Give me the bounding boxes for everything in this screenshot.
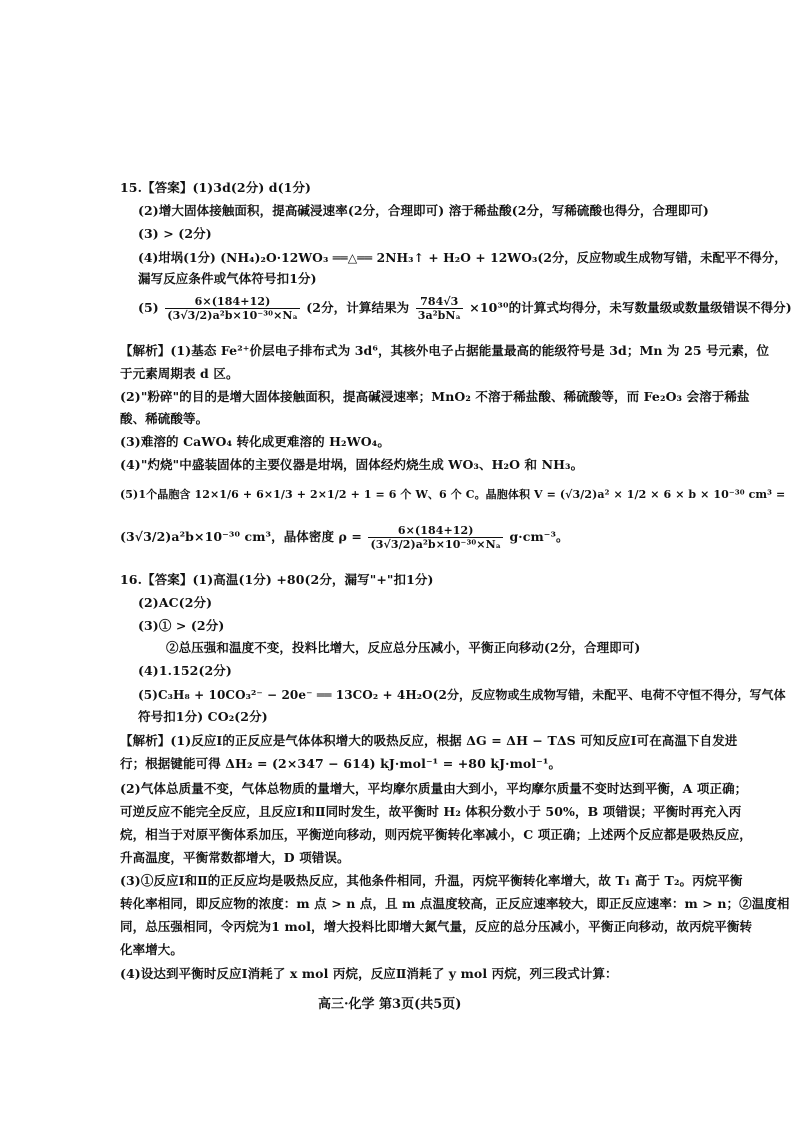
q15-answer-2: (2)增大固体接触面积，提高碱浸速率(2分，合理即可) 溶于稀盐酸(2分，写稀硫酸也得分，合理即可) [138,203,709,218]
q15-answer-5: 漏写反应条件或气体符号扣1分) [138,271,317,286]
q15-analysis-7: (5)1个晶胞含 12×1/6 + 6×1/3 + 2×1/2 + 1 = 6 个 W、6 个 C。晶胞体积 V = (√3/2)a² × 1/2 × 6 × b × 10⁻³⁰ cm³ = [120,488,786,501]
q16-answer-4: ②总压强和温度不变，投料比增大，反应总分压减小，平衡正向移动(2分，合理即可) [166,640,641,655]
q15-answer-4: (4)坩埚(1分) (NH₄)₂O·12WO₃ ══△══ 2NH₃↑ + H₂O + 12WO₃(2分，反应物或生成物写错，未配平不得分， [138,250,787,265]
q16-analysis-6: 升高温度，平衡常数都增大，D 项错误。 [120,850,350,865]
q16-analysis-3: (2)气体总质量不变，气体总物质的量增大，平均摩尔质量由大到小，平均摩尔质量不变时达到平衡，A 项正确； [120,781,748,796]
q15-answer-1: 15.【答案】(1)3d(2分) d(1分) [120,180,312,195]
page-footer: 高三·化学 第3页(共5页) [318,997,462,1012]
density-fraction [368,524,503,551]
q15-analysis-8 [120,524,569,551]
density-unit: g·cm⁻³。 [509,529,569,544]
fraction-numerator: 6×(184+12) [165,295,300,309]
fraction-numerator: 784√3 [416,295,463,309]
q15-part5-label: (5) [138,300,159,315]
fraction-denominator: 3a²bNₐ [417,309,461,322]
q15-answer-6 [138,295,792,322]
q15-analysis-6: (4)"灼烧"中盛装固体的主要仪器是坩埚，固体经灼烧生成 WO₃、H₂O 和 NH₃。 [120,457,584,472]
q16-answer-3: (3)① > (2分) [138,618,225,633]
q16-analysis-5: 烷，相当于对原平衡体系加压，平衡逆向移动，则丙烷平衡转化率减小，C 项正确；上述两个反应都是吸热反应， [120,827,752,842]
q16-answer-6: (5)C₃H₈ + 10CO₃²⁻ − 20e⁻ ══ 13CO₂ + 4H₂O(2分，反应物或生成物写错，未配平、电荷不守恒不得分，写气体 [138,688,786,702]
q16-analysis-10: 化率增大。 [120,942,184,957]
q15-analysis-5: (3)难溶的 CaWO₄ 转化成更难溶的 H₂WO₄。 [120,434,390,449]
fraction-numerator: 6×(184+12) [368,524,503,538]
q16-answer-1: 16.【答案】(1)高温(1分) +80(2分，漏写"+"扣1分) [120,572,434,587]
cell-volume-text: (3√3/2)a²b×10⁻³⁰ cm³，晶体密度 ρ = [120,529,362,544]
q15-analysis-1: 【解析】(1)基态 Fe²⁺价层电子排布式为 3d⁶，其核外电子占据能量最高的能级符号是 3d；Mn 为 25 号元素，位 [120,343,770,358]
q15-analysis-3: (2)"粉碎"的目的是增大固体接触面积，提高碱浸速率；MnO₂ 不溶于稀盐酸、稀硫酸等，而 Fe₂O₃ 会溶于稀盐 [120,389,750,404]
q16-analysis-11: (4)设达到平衡时反应Ⅰ消耗了 x mol 丙烷，反应Ⅱ消耗了 y mol 丙烷，列三段式计算： [120,966,618,981]
q16-answer-5: (4)1.152(2分) [138,663,232,678]
q16-analysis-8: 转化率相同，即反应物的浓度：m 点 > n 点，且 m 点温度较高，正反应速率较大，即正反应速率：m > n；②温度相 [120,896,790,911]
q15-analysis-4: 酸、稀硫酸等。 [120,411,209,426]
fraction-denominator: (3√3/2)a²b×10⁻³⁰×Nₐ [167,309,298,322]
density-fraction [165,295,300,322]
result-fraction [416,295,463,322]
q15-answer-3: (3) > (2分) [138,226,212,241]
q15-part5-tail: ×10³⁰的计算式均得分，未写数量级或数量级错误不得分) [469,300,792,315]
q16-analysis-7: (3)①反应Ⅰ和Ⅱ的正反应均是吸热反应，其他条件相同，升温，丙烷平衡转化率增大，故 T₁ 高于 T₂。丙烷平衡 [120,873,743,888]
q15-analysis-2: 于元素周期表 d 区。 [120,366,239,381]
q16-analysis-4: 可逆反应不能完全反应，且反应Ⅰ和Ⅱ同时发生，故平衡时 H₂ 体积分数小于 50%，B 项错误；平衡时再充入丙 [120,804,742,819]
q16-analysis-9: 同，总压强相同，令丙烷为1 mol，增大投料比即增大氮气量，反应的总分压减小，平衡正向移动，故丙烷平衡转 [120,919,753,934]
q16-analysis-2: 行；根据键能可得 ΔH₂ = (2×347 − 614) kJ·mol⁻¹ = +80 kJ·mol⁻¹。 [120,756,562,771]
q16-answer-7: 符号扣1分) CO₂(2分) [138,709,268,724]
q15-part5-note: (2分，计算结果为 [306,300,410,315]
q16-answer-2: (2)AC(2分) [138,595,213,610]
fraction-denominator: (3√3/2)a²b×10⁻³⁰×Nₐ [370,538,501,551]
q16-analysis-1: 【解析】(1)反应Ⅰ的正反应是气体体积增大的吸热反应，根据 ΔG = ΔH − TΔS 可知反应Ⅰ可在高温下自发进 [120,733,738,748]
